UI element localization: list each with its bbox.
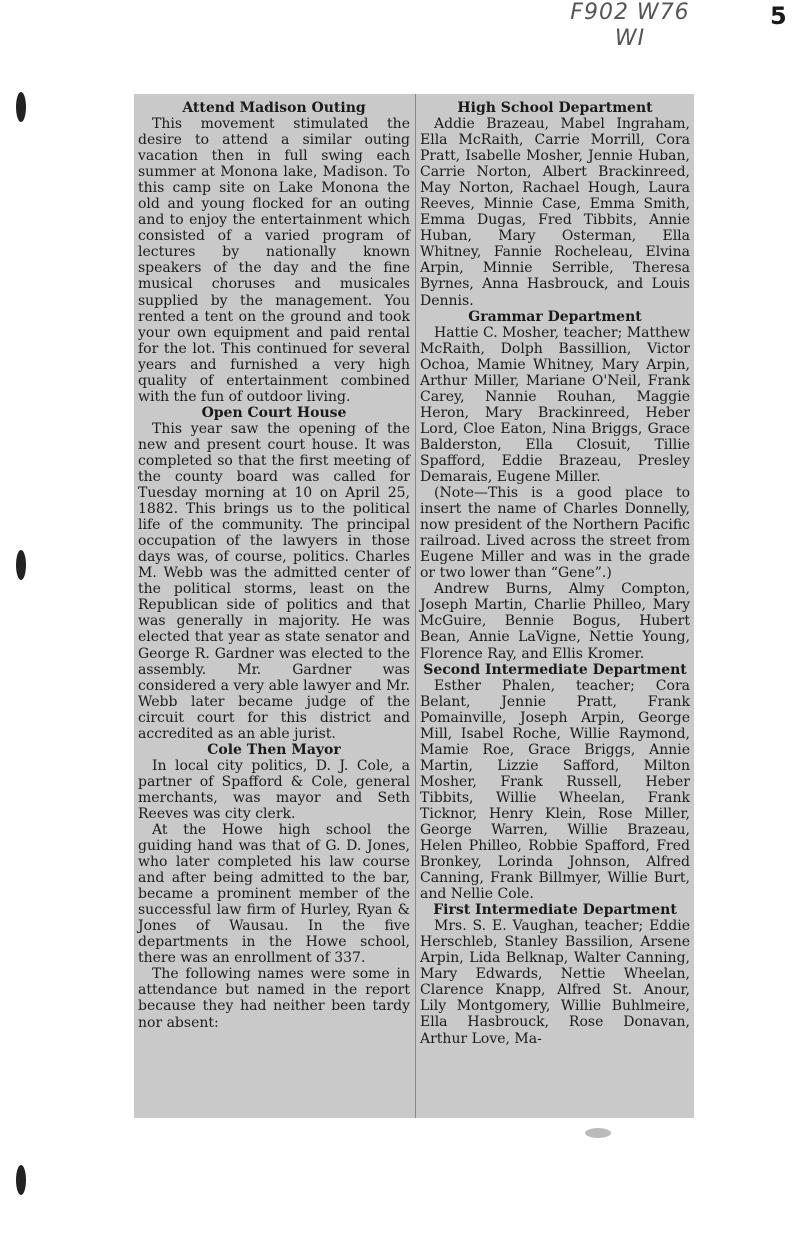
right-column (420, 100, 690, 1047)
section-attend-madison-outing (138, 100, 410, 405)
paragraph: Addie Brazeau, Mabel Ingraham, Ella McRaith, Carrie Morrill, Cora Pratt, Isabelle Mosher, Jennie Huban, Carrie Norton, Albert Brackinreed, May Norton, Rachael Hough, Laura Reeves, Minnie Case, Emma Smith, Emma Dugas, Fred Tibbits, Annie Huban, Mary Osterman, Ella Whitney, Fannie Rocheleau, Elvina Arpin, Minnie Serrible, Theresa Byrnes, Anna Hasbrouck, and Louis Dennis. (420, 116, 690, 309)
headline: Second Intermediate Department (423, 661, 687, 678)
headline: First Intermediate Department (433, 902, 677, 919)
newspaper-clipping (134, 94, 694, 1118)
binder-hole-mark-middle (16, 550, 26, 580)
paragraph: Andrew Burns, Almy Compton, Joseph Martin, Charlie Philleo, Mary McGuire, Bennie Bogus, Hubert Bean, Annie LaVigne, Nettie Young, Florence Ray, and Ellis Kromer. (420, 581, 690, 662)
paragraph: (Note—This is a good place to insert the name of Charles Donnelly, now president of the Northern Pacific railroad. Lived across the street from Eugene Miller and was in the grade or two lower than “Gene”.) (420, 485, 690, 582)
section-grammar-department (420, 309, 690, 662)
paragraph: In local city politics, D. J. Cole, a partner of Spafford & Cole, general merchants, was mayor and Seth Reeves was city clerk. (138, 757, 410, 822)
headline: Open Court House (201, 404, 347, 421)
page-number: 5 (770, 2, 787, 30)
section-open-court-house (138, 405, 410, 742)
handwritten-catalog-note: F902 W76 WI (570, 0, 690, 51)
paragraph: This year saw the opening of the new and present court house. It was completed so that the first meeting of the county board was called for Tuesday morning at 10 on April 25, 1882. This brings us to the political life of the community. The principal occupation of the lawyers in those days was, of course, politics. Charles M. Webb was the admitted center of the political storms, least on the Republican side of politics and that was generally in majority. He was elected that year as state senator and George R. Gardner was elected to the assembly. Mr. Gardner was considered a very able lawyer and Mr. Webb later became judge of the circuit court for this district and accredited as an able jurist. (138, 420, 411, 742)
binder-hole-mark-bottom (16, 1165, 26, 1195)
section-second-intermediate-department (420, 662, 690, 903)
paragraph: Mrs. S. E. Vaughan, teacher; Eddie Herschleb, Stanley Bassilion, Arsene Arpin, Lida Belknap, Walter Canning, Mary Edwards, Nettie Wheelan, Clarence Knapp, Alfred St. Anour, Lily Montgomery, Willie Buhlmeire, Ella Hasbrouck, Rose Donavan, Arthur Love, Ma- (420, 918, 690, 1047)
headline: High School Department (457, 100, 653, 116)
ink-smudge (585, 1128, 611, 1138)
paragraph: This movement stimulated the desire to attend a similar outing vacation then in full swing each summer at Monona lake, Madison. To this camp site on Lake Monona the old and young flocked for an outing and to enjoy the entertainment which consisted of a varied program of lectures by nationally known speakers of the day and the fine musical choruses and musicales supplied by the management. You rented a tent on the ground and took your own equipment and paid rental for the lot. This continued for several years and furnished a very high quality of entertainment combined with the fun of outdoor living. (138, 116, 410, 405)
headline: Attend Madison Outing (182, 100, 366, 116)
paragraph: Hattie C. Mosher, teacher; Matthew McRaith, Dolph Bassillion, Victor Ochoa, Mamie Whitney, Mary Arpin, Arthur Miller, Mariane O'Neil, Frank Carey, Nannie Rouhan, Maggie Heron, Mary Brackinreed, Heber Lord, Cloe Eaton, Nina Briggs, Grace Balderston, Ella Closuit, Tillie Spafford, Eddie Brazeau, Presley Demarais, Eugene Miller. (420, 324, 690, 485)
left-column (138, 100, 410, 1031)
column-divider (415, 94, 416, 1118)
section-high-school-department (420, 100, 690, 309)
headline: Grammar Department (468, 308, 642, 325)
section-cole-then-mayor (138, 742, 410, 1031)
section-first-intermediate-department (420, 902, 690, 1046)
headline: Cole Then Mayor (207, 741, 341, 758)
paragraph: Esther Phalen, teacher; Cora Belant, Jennie Pratt, Frank Pomainville, Joseph Arpin, George Mill, Isabel Roche, Willie Raymond, Mamie Roe, Grace Briggs, Annie Martin, Lizzie Safford, Milton Mosher, Frank Russell, Heber Tibbits, Willie Wheelan, Frank Ticknor, Henry Klein, Rose Miller, George Warren, Willie Brazeau, Helen Philleo, Robbie Spafford, Fred Bronkey, Lorinda Johnson, Alfred Canning, Frank Billmyer, Willie Burt, and Nellie Cole. (420, 677, 690, 903)
paragraph: At the Howe high school the guiding hand was that of G. D. Jones, who later completed his law course and after being admitted to the bar, became a prominent member of the successful law firm of Hurley, Ryan & Jones of Wausau. In the five departments in the Howe school, there was an enrollment of 337. (138, 821, 410, 967)
paragraph: The following names were some in attendance but named in the report because they had neither been tardy nor absent: (138, 966, 410, 1031)
binder-hole-mark-top (16, 92, 26, 122)
